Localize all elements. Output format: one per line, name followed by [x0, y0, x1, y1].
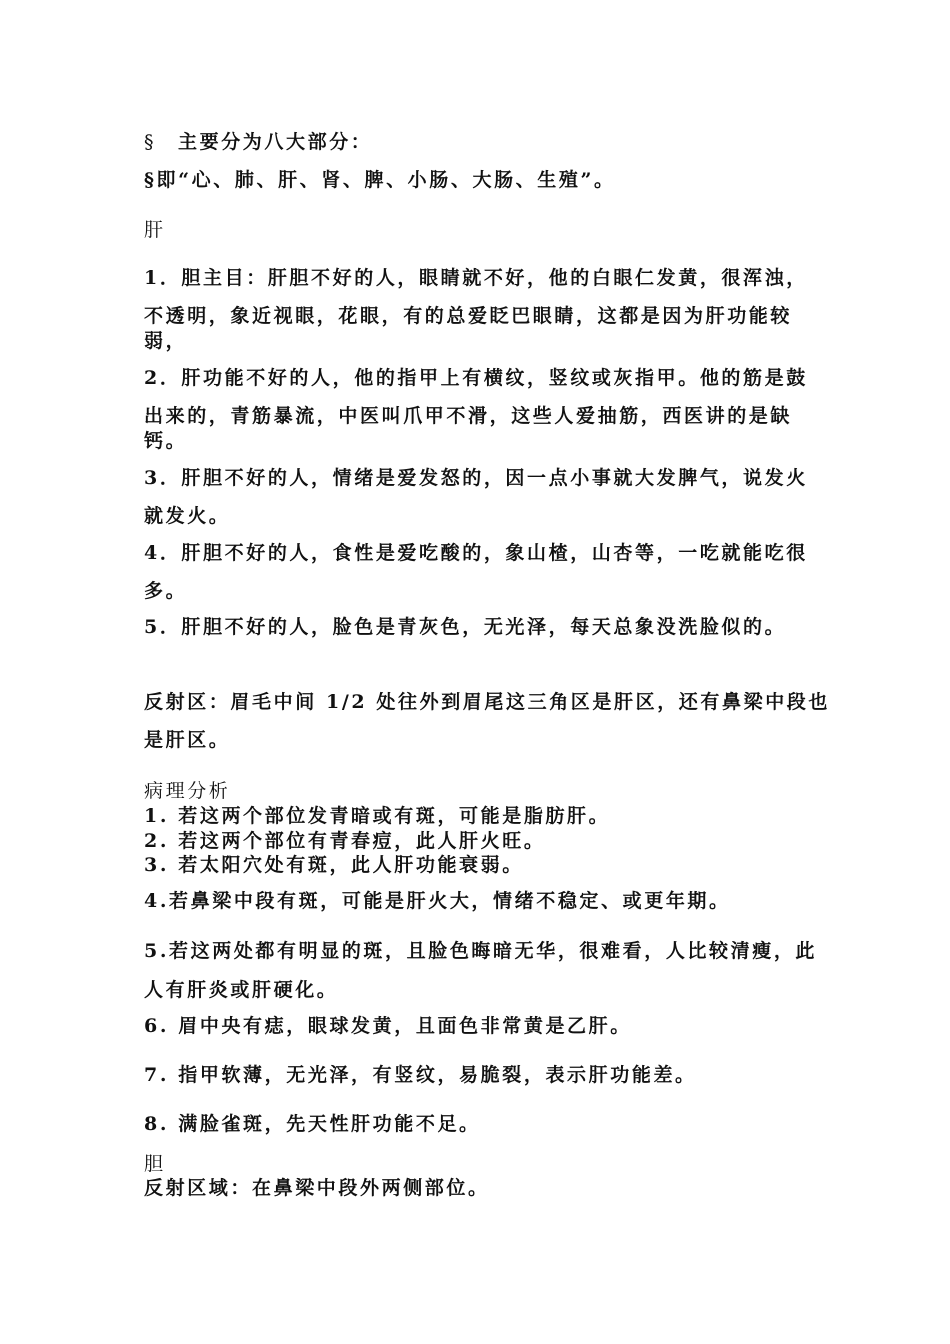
liver-item-line: 不透明，象近视眼，花眼，有的总爱眨巴眼睛，这都是因为肝功能较 — [144, 305, 793, 327]
section-mark: § — [144, 131, 157, 153]
liver-item-line: 出来的，青筋暴流，中医叫爪甲不滑，这些人爱抽筋，西医讲的是缺 — [144, 405, 793, 427]
liver-item-line: 1．胆主目：肝胆不好的人，眼睛就不好，他的白眼仁发黄，很浑浊， — [144, 267, 808, 289]
gallbladder-heading: 胆 — [144, 1153, 166, 1175]
intro-line-1-text: 主要分为八大部分： — [178, 131, 373, 153]
liver-item-line: 2．肝功能不好的人，他的指甲上有横纹，竖纹或灰指甲。他的筋是鼓 — [144, 367, 808, 389]
pathology-item: 2. 若这两个部位有青春痘，此人肝火旺。 — [144, 830, 546, 852]
liver-item-line: 就发火。 — [144, 505, 231, 527]
pathology-item: 1. 若这两个部位发青暗或有斑，可能是脂肪肝。 — [144, 805, 611, 827]
intro-line-2: §即“心、肺、肝、肾、脾、小肠、大肠、生殖”。 — [144, 169, 616, 191]
pathology-item: 7. 指甲软薄，无光泽，有竖纹，易脆裂，表示肝功能差。 — [144, 1064, 697, 1086]
liver-item-line: 3．肝胆不好的人，情绪是爱发怒的，因一点小事就大发脾气，说发火 — [144, 467, 808, 489]
pathology-item: 5.若这两处都有明显的斑，且脸色晦暗无华，很难看，人比较清瘦，此 — [144, 940, 818, 962]
liver-reflex-line: 反射区：眉毛中间 1/2 处往外到眉尾这三角区是肝区，还有鼻梁中段也 — [144, 691, 831, 713]
liver-item-line: 4．肝胆不好的人，食性是爱吃酸的，象山楂，山杏等，一吃就能吃很 — [144, 542, 808, 564]
intro-line-1 — [144, 127, 372, 154]
pathology-item: 6. 眉中央有痣，眼球发黄，且面色非常黄是乙肝。 — [144, 1015, 632, 1037]
pathology-item: 人有肝炎或肝硬化。 — [144, 979, 339, 1001]
liver-item-line: 钙。 — [144, 430, 188, 452]
liver-heading: 肝 — [144, 219, 166, 241]
pathology-heading: 病理分析 — [144, 780, 231, 802]
pathology-item: 8. 满脸雀斑，先天性肝功能不足。 — [144, 1113, 481, 1135]
pathology-item: 3. 若太阳穴处有斑，此人肝功能衰弱。 — [144, 854, 524, 876]
liver-item-line: 弱， — [144, 330, 188, 352]
gallbladder-reflex: 反射区域：在鼻梁中段外两侧部位。 — [144, 1177, 490, 1199]
liver-item-line: 多。 — [144, 580, 188, 602]
liver-reflex-line: 是肝区。 — [144, 729, 231, 751]
liver-item-line: 5．肝胆不好的人，脸色是青灰色，无光泽，每天总象没洗脸似的。 — [144, 616, 787, 638]
pathology-item: 4.若鼻梁中段有斑，可能是肝火大，情绪不稳定、或更年期。 — [144, 890, 731, 912]
